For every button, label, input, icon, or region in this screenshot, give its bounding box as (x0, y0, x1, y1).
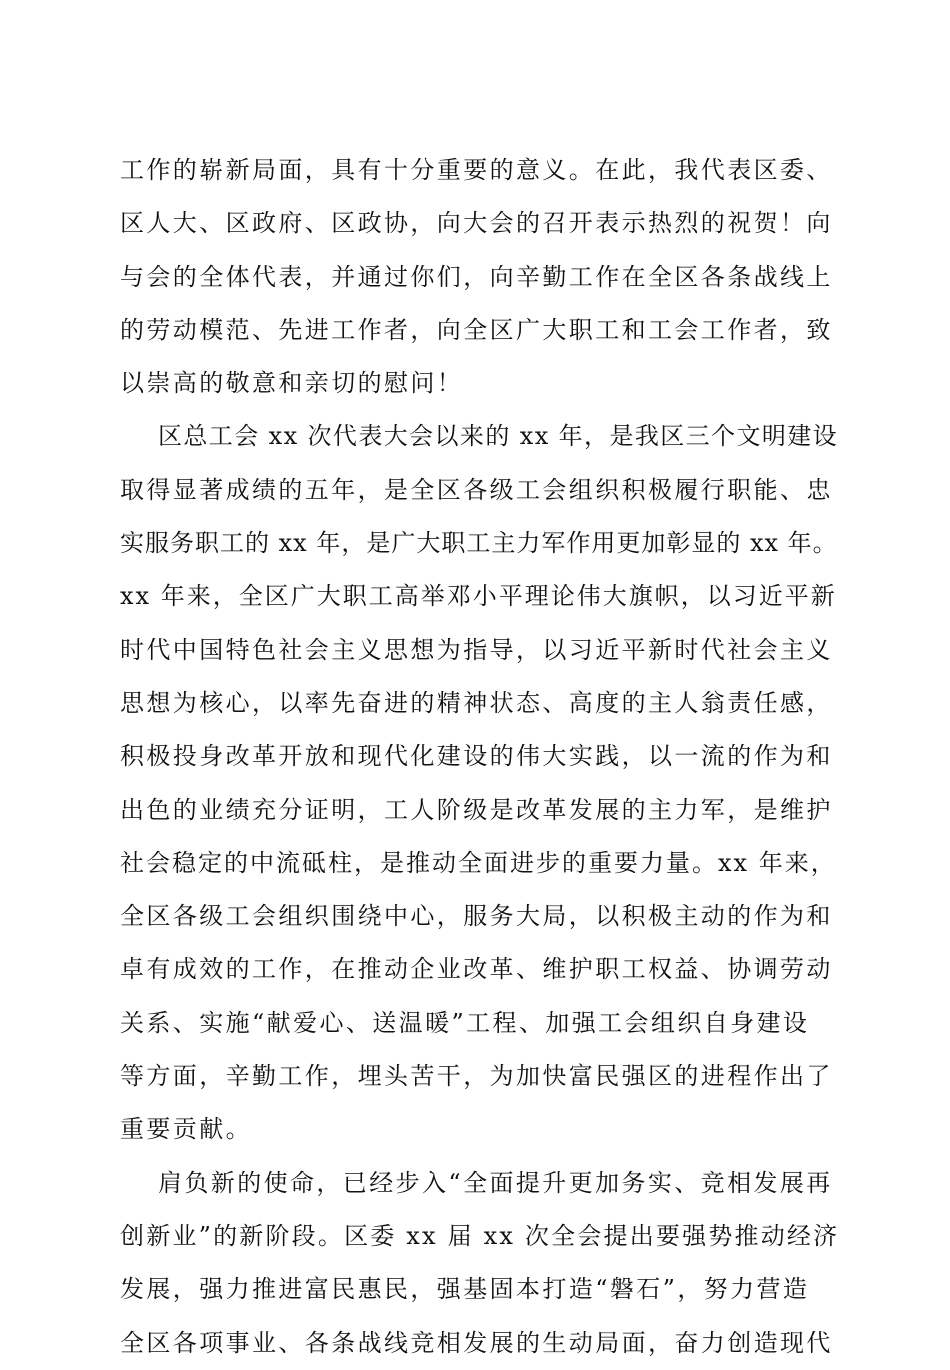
text-line: 取得显著成绩的五年，是全区各级工会组织积极履行职能、忠 (120, 475, 833, 504)
text-line: 以崇高的敬意和亲切的慰问！ (120, 369, 464, 398)
text-line: 积极投身改革开放和现代化建设的伟大实践，以一流的作为和 (120, 742, 833, 771)
text-line: 社会稳定的中流砥柱，是推动全面进步的重要力量。xx 年来， (120, 848, 837, 877)
text-line: 全区各级工会组织围绕中心，服务大局，以积极主动的作为和 (120, 902, 833, 931)
text-line: 卓有成效的工作，在推动企业改革、维护职工权益、协调劳动 (120, 955, 833, 984)
text-line: 思想为核心，以率先奋进的精神状态、高度的主人翁责任感， (120, 688, 833, 717)
text-line: 时代中国特色社会主义思想为指导，以习近平新时代社会主义 (120, 635, 833, 664)
text-line: 重要贡献。 (120, 1115, 252, 1144)
text-line: 区人大、区政府、区政协，向大会的召开表示热烈的祝贺！向 (120, 209, 833, 238)
text-line: 的劳动模范、先进工作者，向全区广大职工和工会工作者，致 (120, 315, 833, 344)
text-line: 等方面，辛勤工作，埋头苦干，为加快富民强区的进程作出了 (120, 1062, 833, 1091)
text-line: 创新业”的新阶段。区委 xx 届 xx 次全会提出要强势推动经济 (120, 1221, 840, 1250)
paragraph-3 (120, 1157, 840, 1370)
text-line: 与会的全体代表，并通过你们，向辛勤工作在全区各条战线上 (120, 262, 833, 291)
paragraph-2 (120, 410, 840, 1156)
text-line: 工作的崭新局面，具有十分重要的意义。在此，我代表区委、 (120, 156, 833, 184)
text-line: 区总工会 xx 次代表大会以来的 xx 年，是我区三个文明建设 (158, 422, 839, 451)
text-line: 肩负新的使命，已经步入“全面提升更加务实、竞相发展再 (158, 1168, 833, 1197)
text-line: 关系、实施“献爱心、送温暖”工程、加强工会组织自身建设 (120, 1008, 810, 1037)
text-line: 全区各项事业、各条战线竞相发展的生动局面，奋力创造现代 (120, 1328, 833, 1357)
paragraph-1 (120, 144, 840, 410)
text-line: 出色的业绩充分证明，工人阶级是改革发展的主力军，是维护 (120, 795, 833, 824)
text-line: 发展，强力推进富民惠民，强基固本打造“磐石”，努力营造 (120, 1275, 810, 1304)
text-line: 实服务职工的 xx 年，是广大职工主力军作用更加彰显的 xx 年。 (120, 529, 838, 558)
body-text (120, 144, 840, 1370)
text-line: xx 年来，全区广大职工高举邓小平理论伟大旗帜，以习近平新 (120, 582, 837, 611)
